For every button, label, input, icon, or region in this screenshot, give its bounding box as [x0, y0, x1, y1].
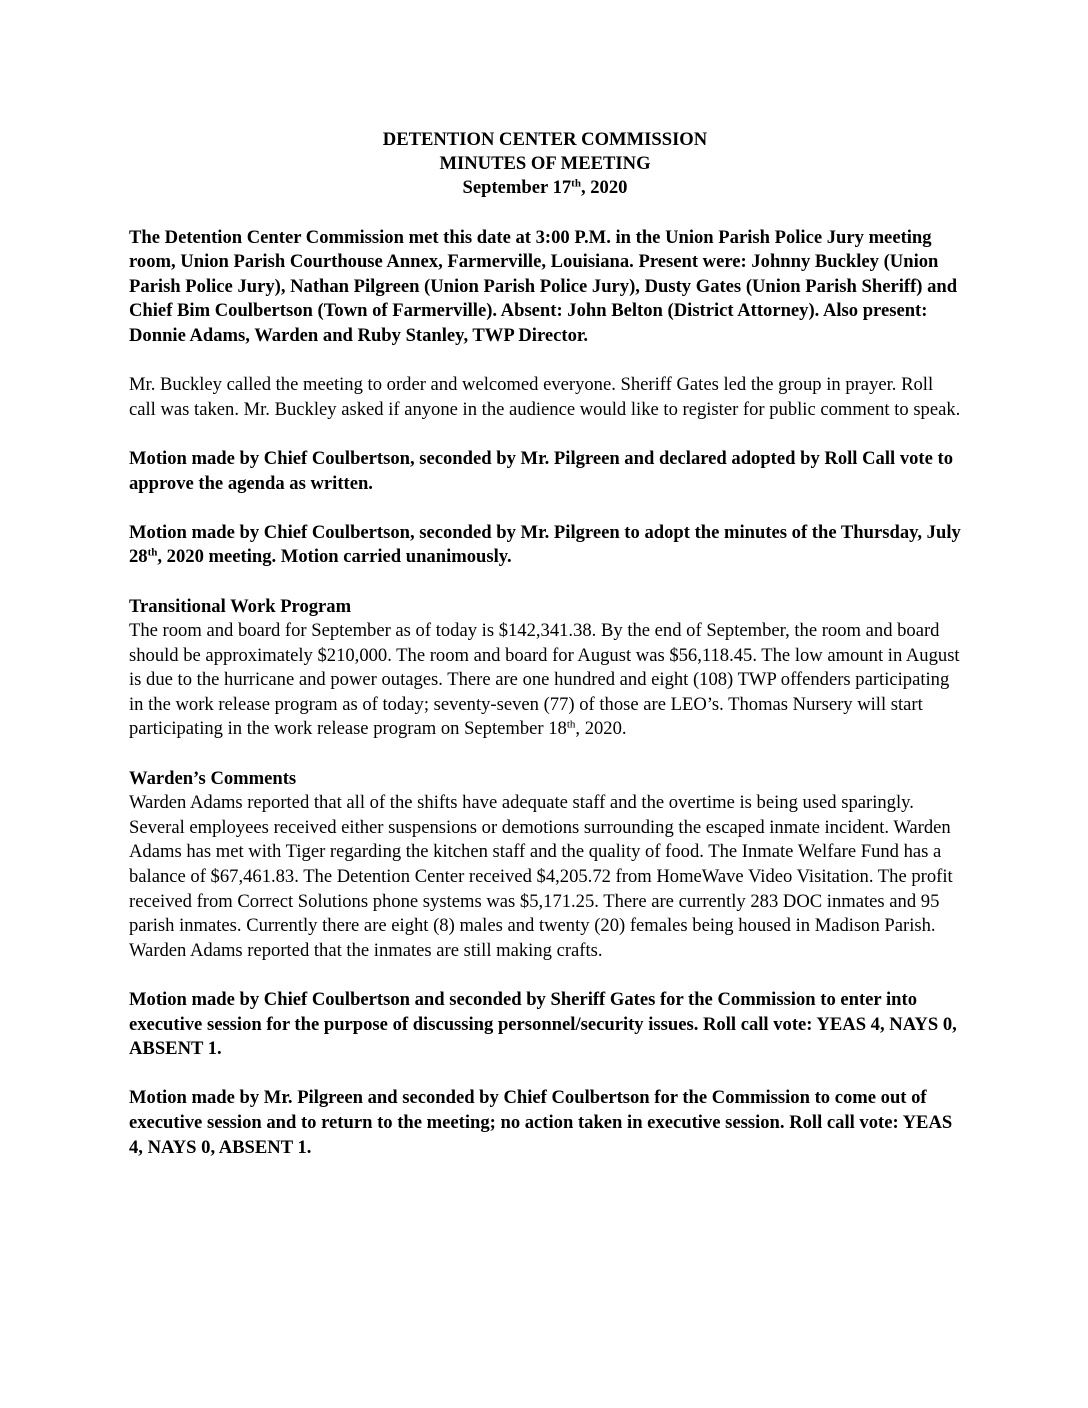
header-commission-title: DETENTION CENTER COMMISSION: [382, 129, 708, 150]
header-date-suffix: th: [571, 177, 581, 190]
document-page: [129, 128, 961, 1185]
attendance-paragraph: The Detention Center Commission met this date at 3:00 P.M. in the Union Parish Police Jury meeting room, Union Parish Courthouse Annex, Farmerville, Louisiana. Present were: Johnny Buckley (Union Parish Police Jury), Nathan Pilgreen (Union Parish Police Jury), Dusty Gates (Union Parish Sheriff) and Chief Bim Coulbertson (Town of Farmerville). Absent: John Belton (District Attorney). Also present: Donnie Adams, Warden and Ruby Stanley, TWP Director.: [129, 226, 958, 346]
twp-body-text: The room and board for September as of today is $142,341.38. By the end of September, the room and board should be approximately $210,000. The room and board for August was $56,118.45. The low amount in August is due to the hurricane and power outages. There are one hundred and eight (108) TWP offenders participating in the work release program as of today; seventy-seven (77) of those are LEO’s. Thomas Nursery will start participating in the work release program on September 18: [129, 620, 960, 740]
warden-section-body: Warden Adams reported that all of the shifts have adequate staff and the overtime is being used sparingly. Several employees received either suspensions or demotions surrounding the escaped inmate incident. Warden Adams has met with Tiger regarding the kitchen staff and the quality of food. The Inmate Welfare Fund has a balance of $67,461.83. The Detention Center received $4,205.72 from HomeWave Video Visitation. The profit received from Correct Solutions phone systems was $5,171.25. There are currently 283 DOC inmates and 95 parish inmates. Currently there are eight (8) males and twenty (20) females being housed in Madison Parish. Warden Adams reported that the inmates are still making crafts.: [129, 792, 953, 961]
opening-paragraph: Mr. Buckley called the meeting to order and welcomed everyone. Sheriff Gates led the group in prayer. Roll call was taken. Mr. Buckley asked if anyone in the audience would like to register for public comment to speak.: [129, 374, 961, 420]
motion-approve-agenda: Motion made by Chief Coulbertson, seconded by Mr. Pilgreen and declared adopted by Roll Call vote to approve the agenda as written.: [129, 447, 953, 494]
twp-body-suffix: th: [566, 718, 576, 731]
warden-section-title: Warden’s Comments: [129, 767, 297, 789]
motion-exit-executive-session: Motion made by Mr. Pilgreen and seconded by Chief Coulbertson for the Commission to come out of executive session and to return to the meeting; no action taken in executive session. Roll call vote: YEAS 4, NAYS 0, ABSENT 1.: [129, 1087, 953, 1158]
twp-section: [129, 595, 961, 743]
twp-body-tail: , 2020.: [575, 718, 627, 740]
header-date-text: September 17: [462, 177, 572, 199]
header-minutes-title: MINUTES OF MEETING: [439, 153, 651, 175]
motion-enter-executive-session: Motion made by Chief Coulbertson and seconded by Sheriff Gates for the Commission to enter into executive session for the purpose of discussing personnel/security issues. Roll call vote: YEAS 4, NAYS 0, ABSENT 1.: [129, 989, 957, 1060]
motion-minutes-text: Motion made by Chief Coulbertson, seconded by Mr. Pilgreen to adopt the minutes of the Thursday, July 28: [129, 521, 961, 568]
motion-adopt-minutes: [129, 521, 961, 570]
twp-section-body: [129, 619, 961, 742]
warden-section: [129, 767, 961, 964]
twp-section-title: Transitional Work Program: [129, 595, 352, 617]
header-date-year: , 2020: [580, 177, 628, 199]
motion-minutes-tail: , 2020 meeting. Motion carried unanimously.: [157, 546, 512, 568]
document-header: [129, 128, 961, 201]
motion-minutes-suffix: th: [147, 546, 158, 559]
header-meeting-date: [129, 176, 961, 200]
